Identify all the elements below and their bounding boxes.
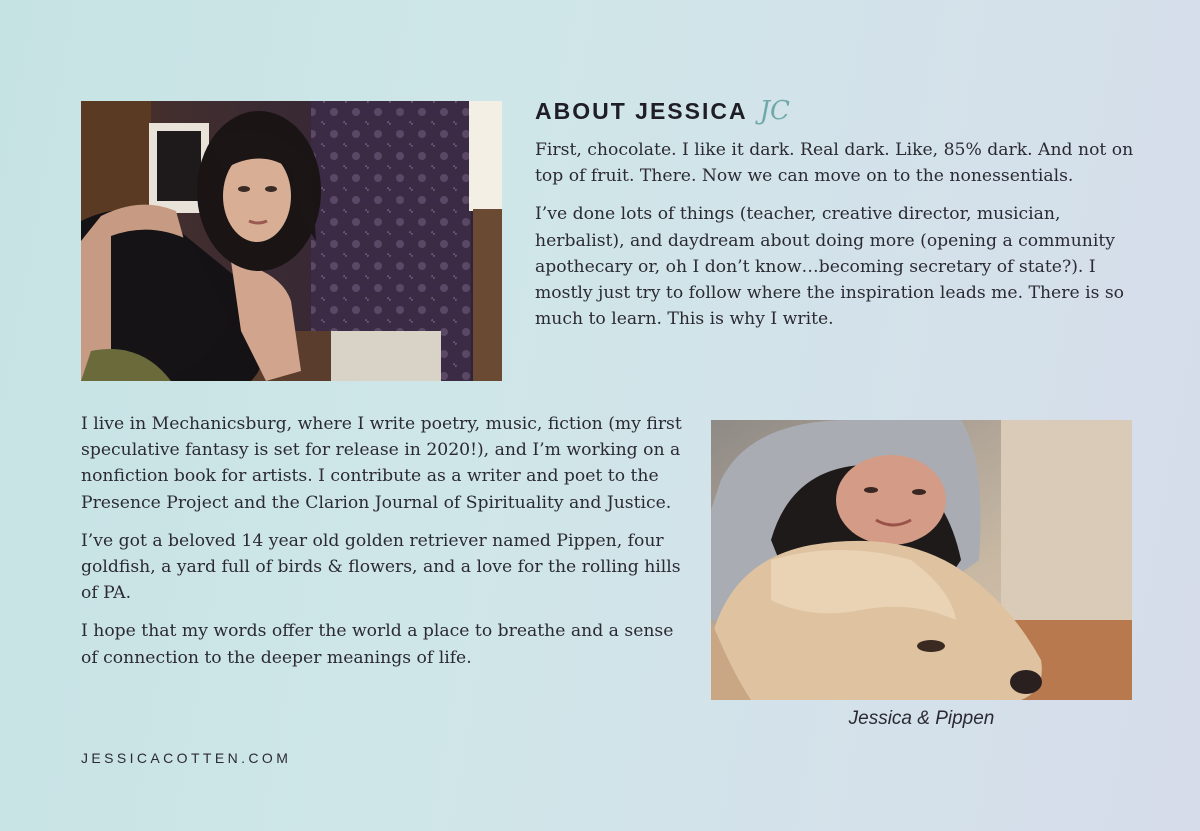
bio-paragraph: First, chocolate. I like it dark. Real dark. Like, 85% dark. And not on top of fruit. There. Now we can move on to the nonessentials. xyxy=(535,140,1134,187)
monogram-logo: JC xyxy=(759,96,790,126)
bio-paragraph: I live in Mechanicsburg, where I write poetry, music, fiction (my first speculative fantasy is set for release in 2020!), and I’m working on a nonfiction book for artists. I contribute as a writer and poet to the Presence Project and the Clarion Journal of Spirituality and Justice. xyxy=(81,414,682,513)
dog-photo xyxy=(711,420,1132,700)
bio-paragraph: I hope that my words offer the world a place to breathe and a sense of connection to the deeper meanings of life. xyxy=(81,621,674,668)
bio-paragraph: I’ve done lots of things (teacher, creative director, musician, herbalist), and daydream about doing more (opening a community apothecary or, oh I don’t know…becoming secretary of state?). I mostly just try to follow where the inspiration leads me. There is so much to learn. This is why I write. xyxy=(535,204,1125,330)
portrait-photo xyxy=(81,101,502,381)
bio-right-column xyxy=(535,137,1135,332)
section-heading xyxy=(535,96,790,126)
website-link[interactable]: JESSICACOTTEN.COM xyxy=(81,750,292,766)
heading-text: ABOUT JESSICA xyxy=(535,97,748,124)
photo-caption: Jessica & Pippen xyxy=(848,708,995,729)
bio-left-column xyxy=(81,411,686,671)
bio-paragraph: I’ve got a beloved 14 year old golden retriever named Pippen, four goldfish, a yard full of birds & flowers, and a love for the rolling hills of PA. xyxy=(81,530,681,604)
